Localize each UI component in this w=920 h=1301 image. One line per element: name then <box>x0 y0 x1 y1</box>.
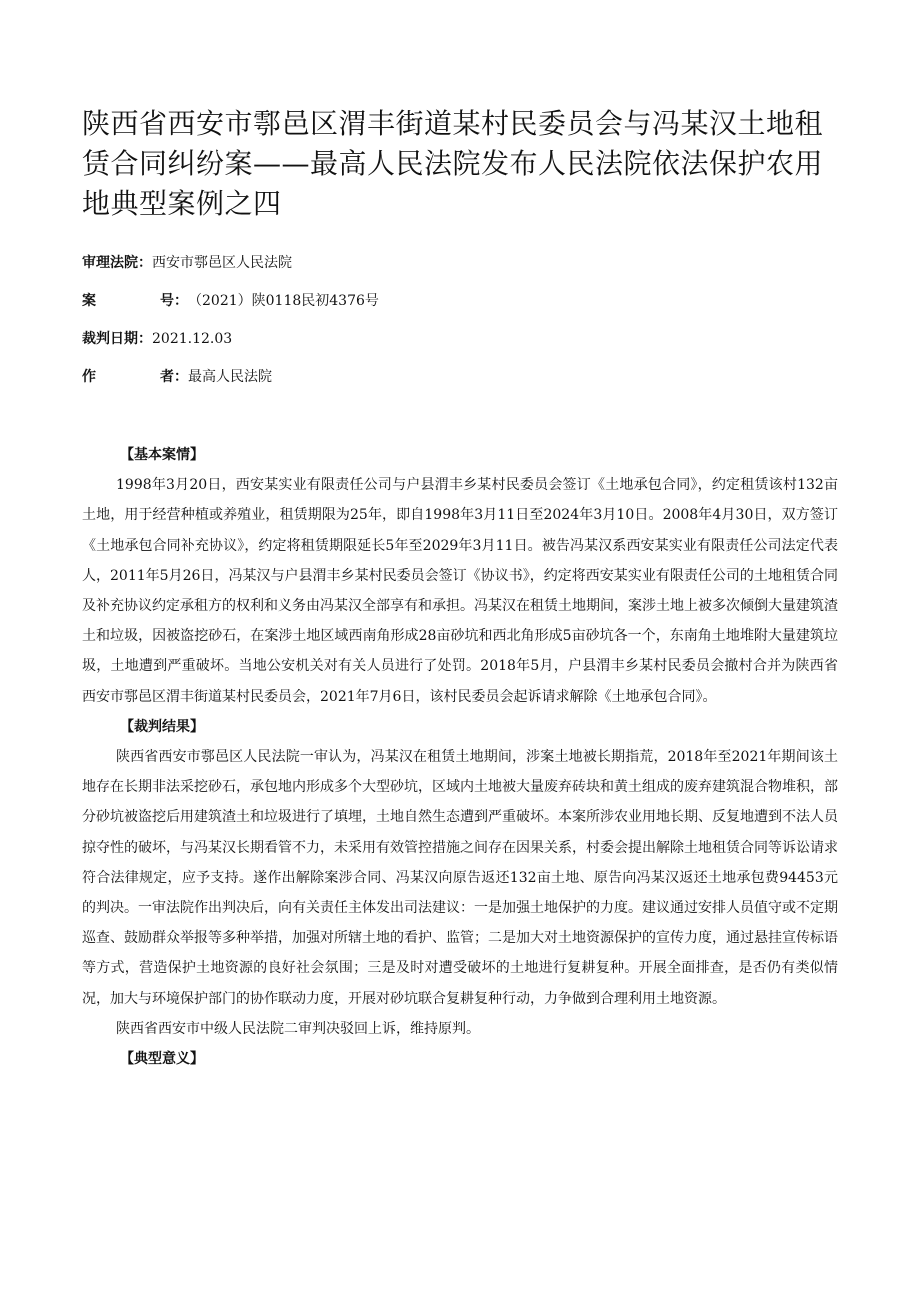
case-number-label-a: 案 <box>82 293 96 309</box>
basic-facts-paragraph: 1998年3月20日，西安某实业有限责任公司与户县渭丰乡某村民委员会签订《土地承包合同》，约定租赁该村132亩土地，用于经营种植或养殖业，租赁期限为25年，即自1998年3月11日至2024年3月10日。2008年4月30日，双方签订《土地承包合同补充协议》，约定将租赁期限延长5年至2029年3月11日。被告冯某汉系西安某实业有限责任公司法定代表人，2011年5月26日，冯某汉与户县渭丰乡某村民委员会签订《协议书》，约定将西安某实业有限责任公司的土地租赁合同及补充协议约定承租方的权利和义务由冯某汉全部享有和承担。冯某汉在租赁土地期间，案涉土地上被多次倾倒大量建筑渣土和垃圾，因被盗挖砂石，在案涉土地区域西南角形成28亩砂坑和西北角形成5亩砂坑各一个，东南角土地堆附大量建筑垃圾，土地遭到严重破坏。当地公安机关对有关人员进行了处罚。2018年5月，户县渭丰乡某村民委员会撤村合并为陕西省西安市鄠邑区渭丰街道某村民委员会，2021年7月6日，该村民委员会起诉请求解除《土地承包合同》。 <box>82 477 838 705</box>
document-body <box>82 440 838 1074</box>
case-number-row <box>82 282 838 320</box>
judgment-result-paragraph-2: 陕西省西安市中级人民法院二审判决驳回上诉，维持原判。 <box>116 1020 480 1037</box>
court-label: 审理法院： <box>82 255 152 271</box>
author-label-a: 作 <box>82 369 96 385</box>
author-label <box>82 358 188 396</box>
court-value: 西安市鄠邑区人民法院 <box>152 255 292 271</box>
author-label-b: 者： <box>160 369 188 385</box>
document-title: 陕西省西安市鄠邑区渭丰街道某村民委员会与冯某汉土地租赁合同纠纷案——最高人民法院发布人民法院依法保护农用地典型案例之四 <box>82 107 824 220</box>
court-row <box>82 244 838 282</box>
case-number-label-b: 号： <box>160 293 188 309</box>
case-number-label <box>82 282 188 320</box>
judgment-result-paragraph-1: 陕西省西安市鄠邑区人民法院一审认为，冯某汉在租赁土地期间，涉案土地被长期指荒，2018年至2021年期间该土地存在长期非法采挖砂石，承包地内形成多个大型砂坑，区域内土地被大量废弃砖块和黄土组成的废弃建筑混合物堆积，部分砂坑被盗挖后用建筑渣土和垃圾进行了填埋，土地自然生态遭到严重破坏。本案所涉农业用地长期、反复地遭到不法人员掠夺性的破坏，与冯某汉长期看管不力，未采用有效管控措施之间存在因果关系，村委会提出解除土地租赁合同等诉讼请求符合法律规定，应予支持。遂作出解除案涉合同、冯某汉向原告返还132亩土地、原告向冯某汉返还土地承包费94453元的判决。一审法院作出判决后，向有关责任主体发出司法建议：一是加强土地保护的力度。建议通过安排人员值守或不定期巡查、鼓励群众举报等多种举措，加强对所辖土地的看护、监管；二是加大对土地资源保护的宣传力度，通过悬挂宣传标语等方式，营造保护土地资源的良好社会氛围；三是及时对遭受破坏的土地进行复耕复种。开展全面排查，是否仍有类似情况，加大与环境保护部门的协作联动力度，开展对砂坑联合复耕复种行动，力争做到合理利用土地资源。 <box>82 749 838 1007</box>
basic-facts-heading: 【基本案情】 <box>120 447 204 463</box>
case-number-value: （2021）陕0118民初4376号 <box>188 293 379 309</box>
judgment-date-label: 裁判日期： <box>82 331 152 347</box>
judgment-date-row <box>82 320 838 358</box>
author-row <box>82 358 838 396</box>
judgment-date-value: 2021.12.03 <box>152 331 233 347</box>
judgment-result-heading: 【裁判结果】 <box>120 718 204 735</box>
case-metadata <box>82 244 838 396</box>
author-value: 最高人民法院 <box>188 369 272 385</box>
significance-heading: 【典型意义】 <box>120 1051 204 1068</box>
